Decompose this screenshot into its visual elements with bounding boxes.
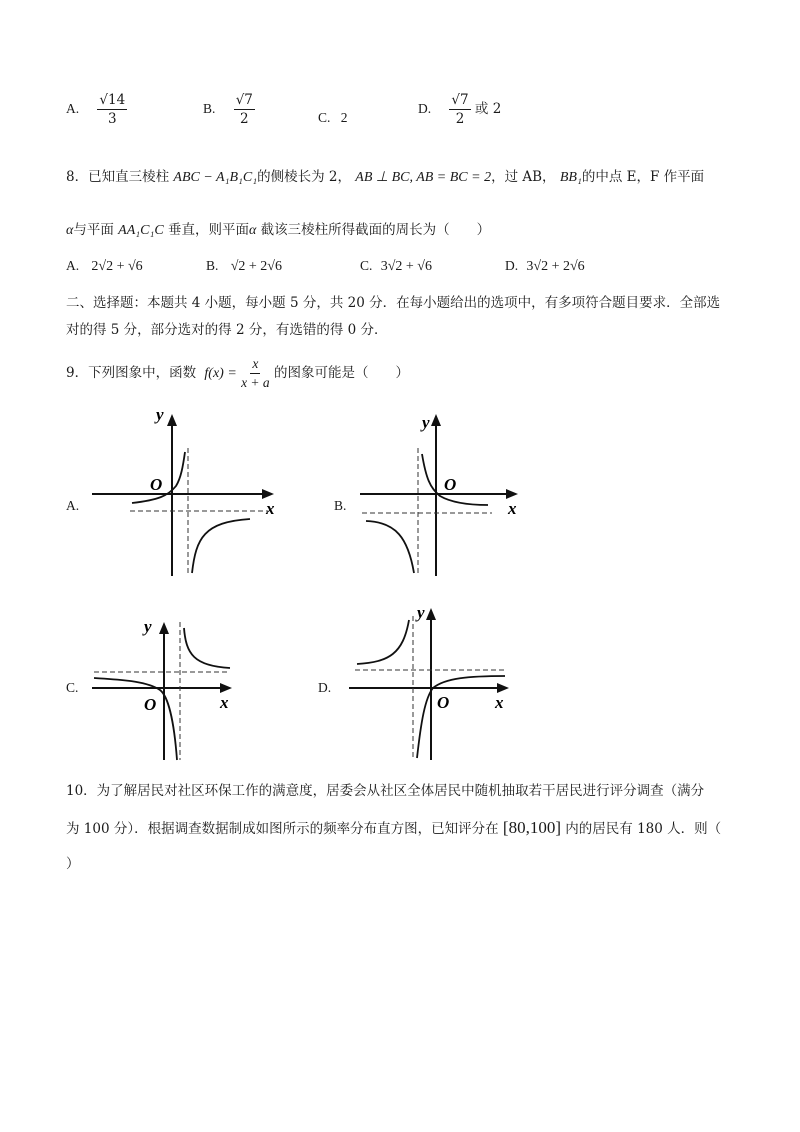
curve-right-branch — [192, 519, 250, 573]
y-axis-arrow — [167, 414, 177, 426]
q10-line1: 10．为了解居民对社区环保工作的满意度，居委会从社区全体居民中随机抽取若干居民进行评分调查（满分 — [66, 783, 705, 799]
x-label: x — [495, 693, 504, 712]
q8-stem-line1: 8．已知直三棱柱 ABC − A₁B₁C₁的侧棱长为 2， AB ⊥ BC, AB = BC = 2，过 AB， BB₁的中点 E，F 作平面 — [66, 169, 705, 185]
x-axis-arrow — [506, 489, 518, 499]
q9-graph-c-label: C. — [66, 680, 79, 695]
origin-label: O — [144, 695, 157, 714]
y-label: y — [422, 413, 430, 432]
q8-option-c: C. 3√2 + √6 — [360, 258, 432, 274]
curve-left-branch — [357, 620, 409, 664]
q7-option-a: A. $\frac{√14}{3}$ — [66, 92, 126, 127]
y-label: y — [156, 408, 164, 424]
q7-option-c: C. 2 — [318, 110, 348, 125]
q10-line3: ） — [66, 856, 80, 872]
fraction: $\frac{√7}{2}$ — [451, 92, 469, 127]
curve-right-branch — [184, 628, 230, 668]
x-axis-arrow — [220, 683, 232, 693]
x-axis-arrow — [262, 489, 274, 499]
curve-left-branch — [366, 521, 414, 573]
q8-stem-line2: α与平面 AA₁C₁C 垂直，则平面α 截该三棱柱所得截面的周长为（ ） — [66, 222, 491, 238]
fraction: $\frac{√14}{3}$ — [99, 92, 126, 127]
q9-graph-a-label: A. — [66, 498, 80, 513]
fraction: $\frac{√7}{2}$ — [235, 92, 253, 127]
x-label: x — [266, 499, 275, 518]
q8-option-b: B. √2 + 2√6 — [206, 258, 282, 274]
q9-graph-b — [356, 408, 530, 580]
y-axis-arrow — [431, 414, 441, 426]
q8-option-a: A. 2√2 + √6 — [66, 258, 143, 274]
origin-label: O — [150, 475, 163, 494]
x-label: x — [508, 499, 517, 518]
q9-graph-d — [345, 602, 513, 762]
q10-line2: 为 100 分）．根据调查数据制成如图所示的频率分布直方图，已知评分在 [80,100] 内的居民有 180 人．则（ — [66, 818, 722, 837]
y-label: y — [144, 617, 152, 636]
section-2-heading: 二、选择题：本题共 4 小题，每小题 5 分，共 20 分．在每小题给出的选项中，有多项符合题目要求．全部选 对的得 5 分，部分选对的得 2 分，有选错的得 0 分． — [66, 295, 721, 338]
q7-option-b: B. $\frac{√7}{2}$ — [203, 92, 253, 127]
q7-option-d: D. $\frac{√7}{2}$ 或 2 — [418, 92, 502, 127]
q9-graph-b-label: B. — [334, 498, 347, 513]
origin-label: O — [437, 693, 450, 712]
q9-graph-a — [88, 408, 284, 580]
y-axis-arrow — [426, 608, 436, 620]
x-axis-arrow — [497, 683, 509, 693]
origin-label: O — [444, 475, 457, 494]
x-label: x — [220, 693, 229, 712]
q8-option-d: D. 3√2 + 2√6 — [505, 258, 585, 274]
function-fraction: $\frac{x}{x + a}$ — [241, 356, 270, 390]
y-axis-arrow — [159, 622, 169, 634]
q9-graph-c — [88, 610, 248, 762]
q9-stem: 9．下列图象中，函数 f(x) = $\frac{x}{x + a}$ 的图象可能是（ ） — [66, 356, 409, 390]
q9-graph-d-label: D. — [318, 680, 332, 695]
y-label: y — [417, 603, 425, 622]
